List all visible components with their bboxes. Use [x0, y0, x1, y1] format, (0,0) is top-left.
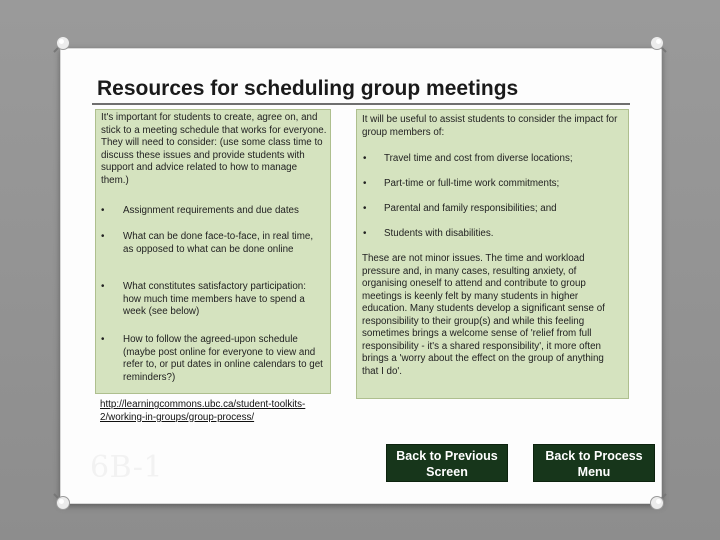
- resource-link[interactable]: http://learningcommons.ubc.ca/student-toolkits-2/working-in-groups/group-process/: [100, 399, 306, 423]
- right-bullet-item: Travel time and cost from diverse locations;: [384, 153, 573, 164]
- left-intro-text: It's important for students to create, agree on, and stick to a meeting schedule that works for everyone. They will need to consider: (use some class time to discuss these issues and provide students with support and advice related to how to manage them.): [101, 112, 327, 186]
- bullet-marker: •: [363, 178, 367, 189]
- pushpin-icon: [648, 490, 670, 512]
- back-to-menu-button[interactable]: Back to Process Menu: [533, 444, 655, 482]
- right-paragraph: These are not minor issues. The time and workload pressure and, in many cases, resulting anxiety, of organising oneself to attend and contribute to group meetings is keenly felt by many students in higher education. Many students develop a significant sense of responsibility to their group(s) and while this feeling sometimes brings a welcome sense of 'relief from full responsibility - it's a shared responsibility', it more often brings a 'worry about the effect on the group of anything that I do'.: [362, 253, 605, 377]
- slide-number: 6B-1: [90, 450, 163, 485]
- pushpin-icon: [50, 490, 72, 512]
- pushpin-icon: [50, 34, 72, 56]
- bullet-marker: •: [363, 228, 367, 239]
- bullet-marker: •: [101, 205, 105, 216]
- bullet-marker: •: [363, 203, 367, 214]
- bullet-marker: •: [101, 334, 105, 345]
- left-bullet-item: How to follow the agreed-upon schedule (maybe post online for everyone to view and refer to, or put dates in online calendars to get reminders?): [123, 334, 323, 383]
- bullet-marker: •: [101, 231, 105, 242]
- left-bullet-item: Assignment requirements and due dates: [123, 205, 299, 216]
- right-bullet-item: Part-time or full-time work commitments;: [384, 178, 560, 189]
- left-bullet-item: What constitutes satisfactory participation: how much time members have to spend a week (see below): [123, 281, 306, 317]
- right-bullet-item: Students with disabilities.: [384, 228, 494, 239]
- left-bullet-item: What can be done face-to-face, in real time, as opposed to what can be done online: [123, 231, 314, 255]
- pushpin-icon: [648, 34, 670, 56]
- bullet-marker: •: [363, 153, 367, 164]
- back-to-previous-button[interactable]: Back to Previous Screen: [386, 444, 508, 482]
- right-bullet-item: Parental and family responsibilities; and: [384, 203, 557, 214]
- right-intro-text: It will be useful to assist students to consider the impact for group members of:: [362, 114, 618, 138]
- bullet-marker: •: [101, 281, 105, 292]
- title-divider: [92, 103, 630, 105]
- page-title: Resources for scheduling group meetings: [97, 77, 519, 100]
